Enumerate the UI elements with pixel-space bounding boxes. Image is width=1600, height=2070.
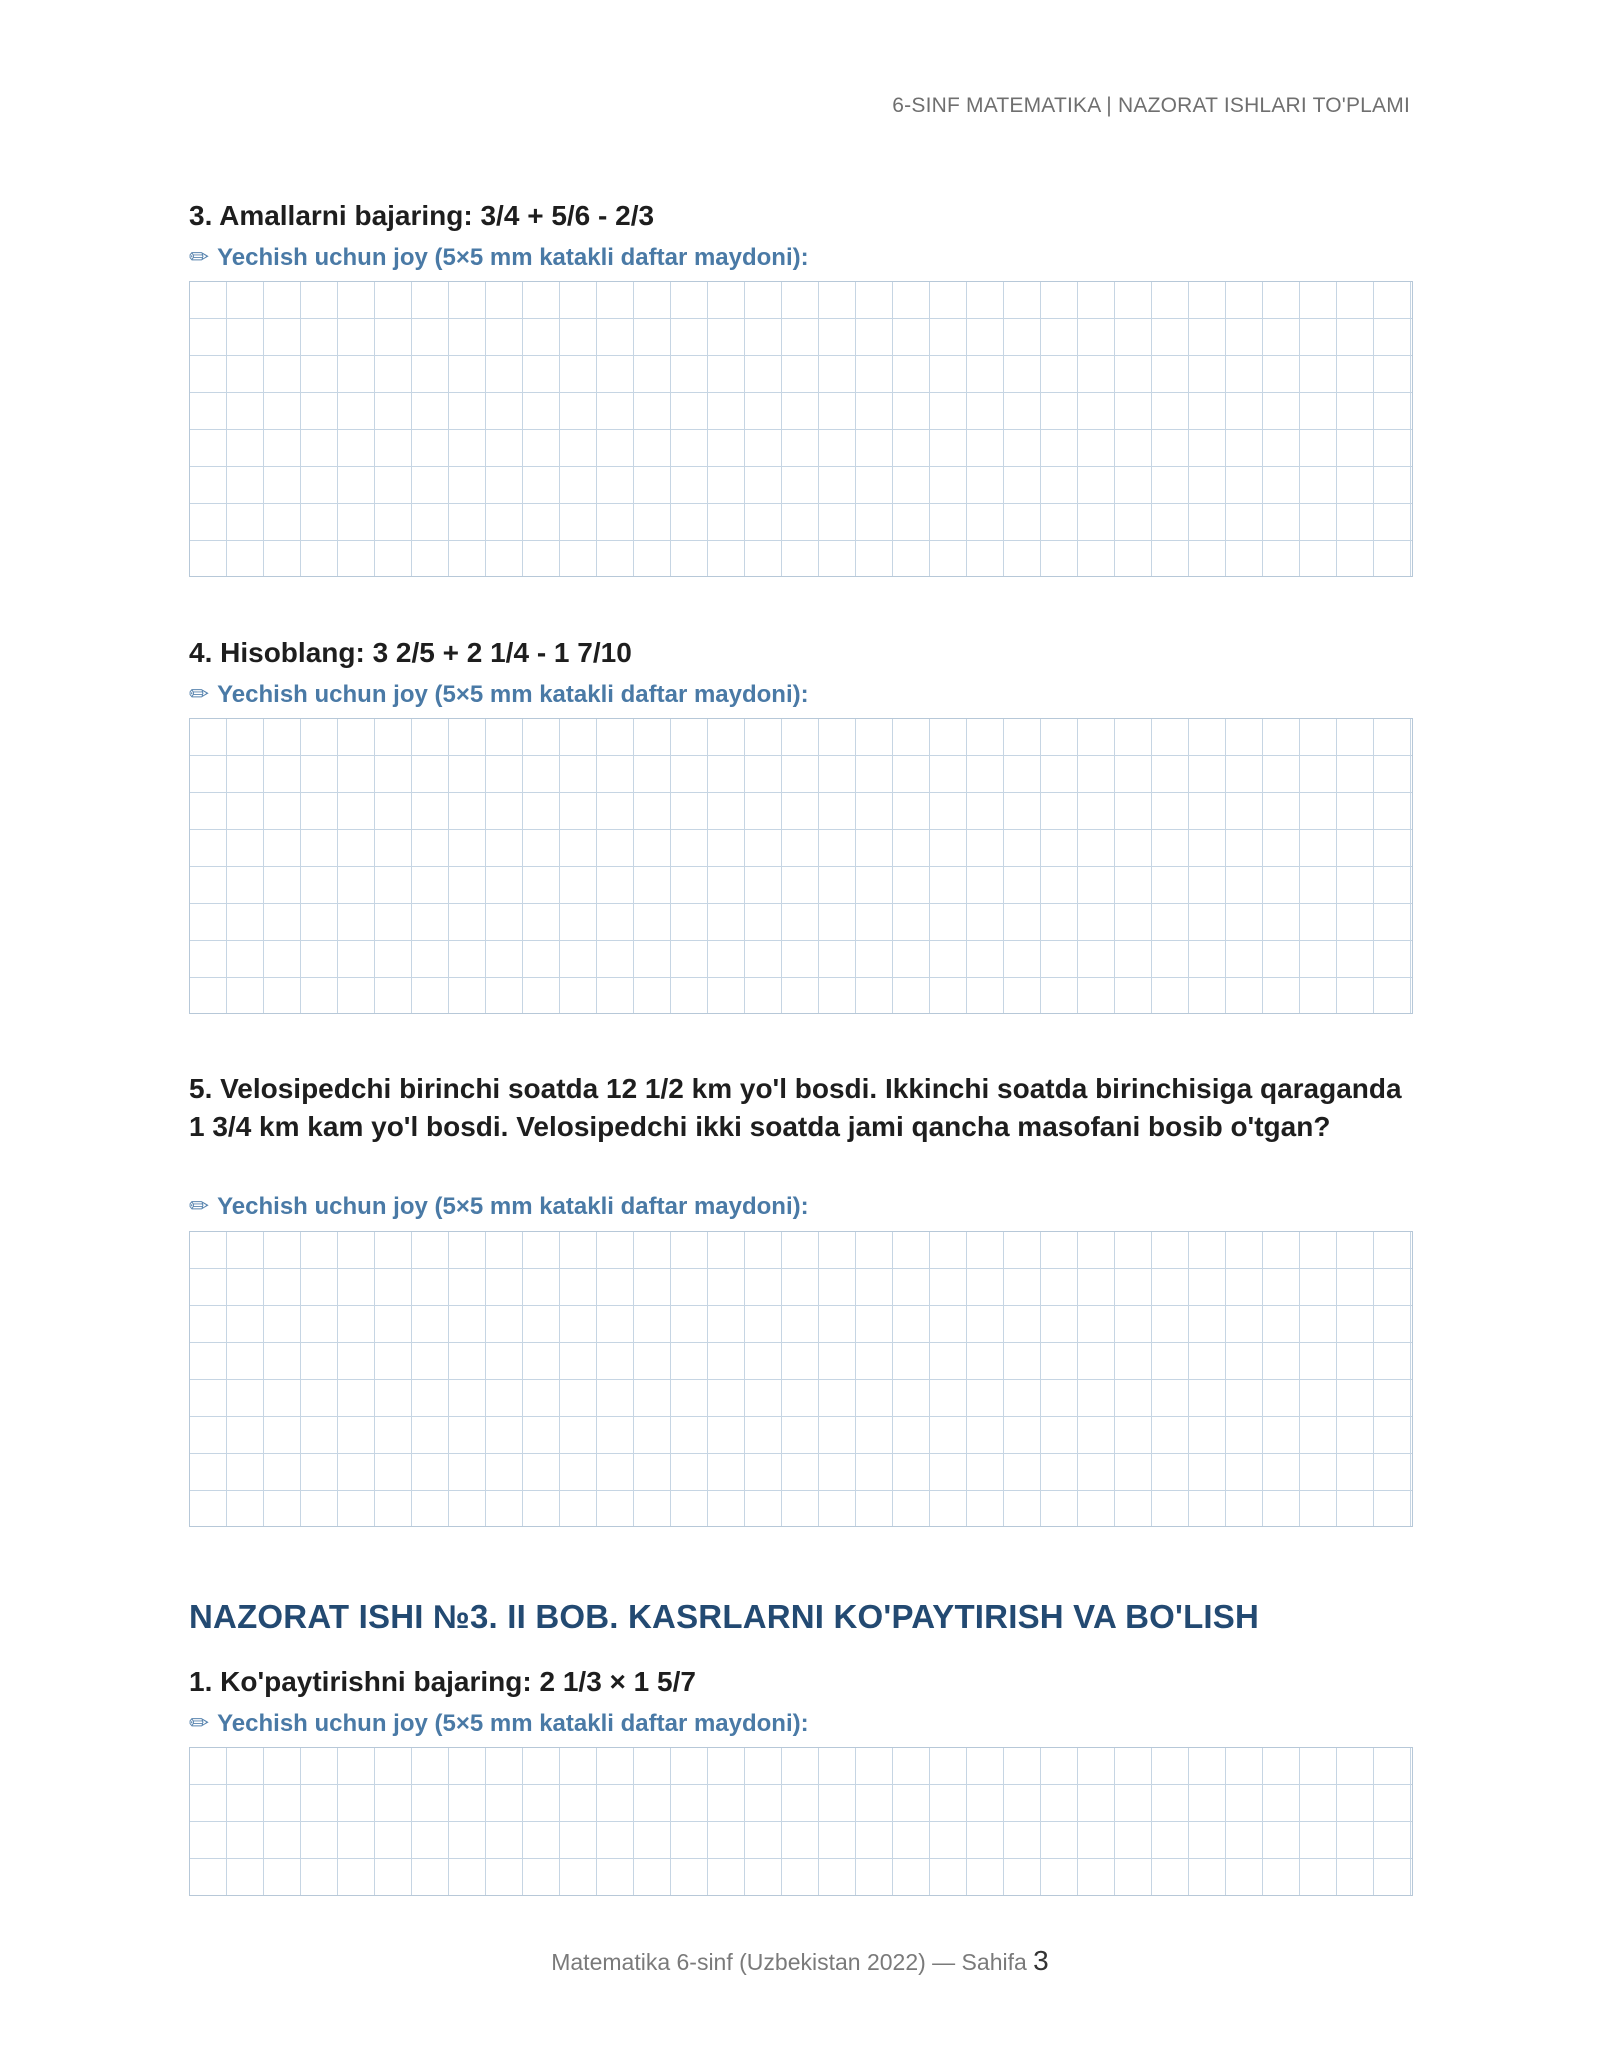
section-problem-1-text: 1. Ko'paytirishni bajaring: 2 1/3 × 1 5/7	[189, 1666, 696, 1697]
pencil-icon: ✏	[189, 244, 210, 271]
solution-hint	[189, 1192, 809, 1221]
problem-3-text: 3. Amallarni bajaring: 3/4 + 5/6 - 2/3	[189, 200, 655, 231]
problem-5-text: 5. Velosipedchi birinchi soatda 12 1/2 km yo'l bosdi. Ikkinchi soatda birinchisiga qaraganda 1 3/4 km kam yo'l bosdi. Velosipedchi ikki soatda jami qancha masofani bosib o'tgan?	[189, 1073, 1402, 1142]
solution-grid[interactable]	[189, 718, 1413, 1014]
solution-hint	[189, 680, 809, 709]
solution-grid[interactable]	[189, 1747, 1413, 1896]
solution-hint-label: Yechish uchun joy (5×5 mm katakli daftar maydoni):	[217, 244, 809, 271]
page-footer	[0, 1945, 1600, 1977]
footer-text: Matematika 6-sinf (Uzbekistan 2022) — Sahifa	[551, 1949, 1027, 1975]
solution-hint-label: Yechish uchun joy (5×5 mm katakli daftar maydoni):	[217, 1193, 809, 1220]
pencil-icon: ✏	[189, 1193, 210, 1220]
solution-grid[interactable]	[189, 1231, 1413, 1527]
problem-4-text: 4. Hisoblang: 3 2/5 + 2 1/4 - 1 7/10	[189, 637, 632, 668]
solution-grid[interactable]	[189, 281, 1413, 577]
pencil-icon: ✏	[189, 1710, 210, 1737]
page-number: 3	[1033, 1945, 1049, 1976]
solution-hint	[189, 243, 809, 272]
running-header: 6-SINF MATEMATIKA | NAZORAT ISHLARI TO'PLAMI	[892, 94, 1410, 117]
solution-hint-label: Yechish uchun joy (5×5 mm katakli daftar maydoni):	[217, 1710, 809, 1737]
pencil-icon: ✏	[189, 681, 210, 708]
solution-hint-label: Yechish uchun joy (5×5 mm katakli daftar maydoni):	[217, 681, 809, 708]
solution-hint	[189, 1709, 809, 1738]
section-title: NAZORAT ISHI №3. II BOB. KASRLARNI KO'PAYTIRISH VA BO'LISH	[189, 1598, 1260, 1635]
